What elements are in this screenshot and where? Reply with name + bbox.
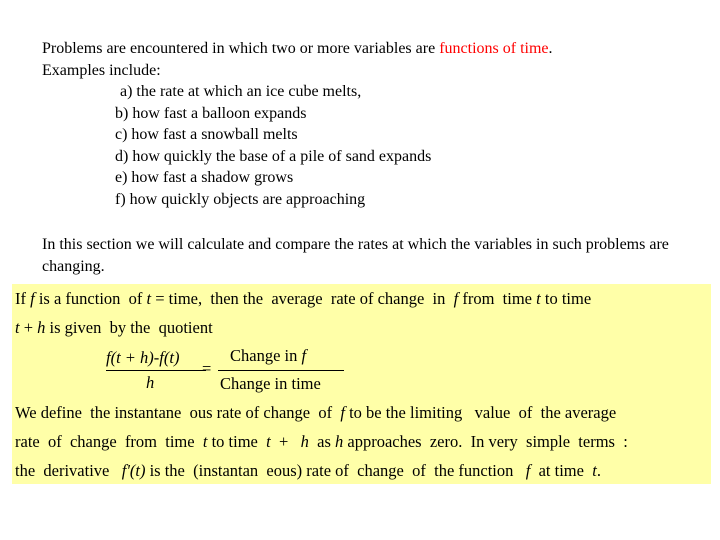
list-item: e) how fast a shadow grows [115, 169, 294, 186]
intro-period: . [548, 40, 553, 57]
var-t: t [146, 289, 152, 308]
var-f: f [453, 289, 459, 308]
text: from time [458, 289, 537, 308]
definition-line-2 [15, 318, 213, 338]
text: Change in [230, 346, 302, 365]
text: . [596, 461, 601, 480]
list-item: c) how fast a snowball melts [115, 126, 298, 143]
equals-sign: = [202, 359, 212, 378]
var-t: t [266, 432, 271, 451]
text: as [308, 432, 336, 451]
derivative-notation: f'(t) [121, 461, 146, 480]
intro-line-1 [42, 38, 682, 60]
var-t: t [15, 318, 20, 337]
text: + [270, 432, 301, 451]
intro-paragraph [42, 38, 682, 210]
definition-line-3 [15, 403, 616, 423]
var-f: f [30, 289, 35, 308]
definition-line-5 [15, 461, 601, 481]
verbal-quotient-numerator [230, 346, 306, 366]
var-h: h [300, 432, 309, 451]
intro-text: Problems are encountered in which two or more variables are [42, 40, 440, 57]
highlighted-phrase: functions of time [439, 40, 549, 57]
text: approaches zero. In very simple terms : [343, 432, 628, 451]
difference-quotient-denominator: h [146, 373, 155, 392]
examples-list [115, 81, 682, 210]
list-item: d) how quickly the base of a pile of sand expands [115, 147, 432, 165]
text: + [19, 318, 38, 337]
text: to be the limiting value of the average [344, 403, 617, 422]
var-t: t [592, 461, 597, 480]
fraction-bar [106, 370, 206, 371]
var-f: f [525, 461, 531, 480]
section-description: In this section we will calculate and compare the rates at which the variables in such problems are changing. [42, 236, 669, 275]
list-item: a) the rate at which an ice cube melts, [120, 83, 362, 100]
definition-line-4 [15, 432, 628, 452]
text: is given by the quotient [45, 318, 213, 337]
var-t: t [202, 432, 208, 451]
text: to time [540, 289, 592, 308]
text: If [15, 289, 31, 308]
intro-line-2: Examples include: [42, 61, 161, 79]
var-h: h [335, 432, 344, 451]
var-f: f [340, 403, 345, 422]
verbal-quotient-denominator: Change in time [220, 374, 321, 393]
definition-box [12, 284, 711, 484]
var-h: h [37, 318, 46, 337]
fraction-bar [218, 370, 344, 371]
text: is the (instantan eous) rate of change of the function [145, 461, 526, 480]
text: to time [207, 432, 267, 451]
text: at time [530, 461, 593, 480]
difference-quotient-numerator: f(t + h)-f(t) [106, 348, 180, 367]
var-t: t [536, 289, 541, 308]
var-f: f [301, 346, 307, 365]
text: We define the instantane ous rate of change of [15, 403, 341, 422]
text: is a function of [34, 289, 147, 308]
text: rate of change from time [15, 432, 203, 451]
text: = time, then the average rate of change in [151, 289, 454, 308]
text: the derivative [15, 461, 122, 480]
definition-line-1 [15, 289, 591, 309]
list-item: b) how fast a balloon expands [115, 104, 307, 122]
list-item: f) how quickly objects are approaching [115, 190, 366, 208]
